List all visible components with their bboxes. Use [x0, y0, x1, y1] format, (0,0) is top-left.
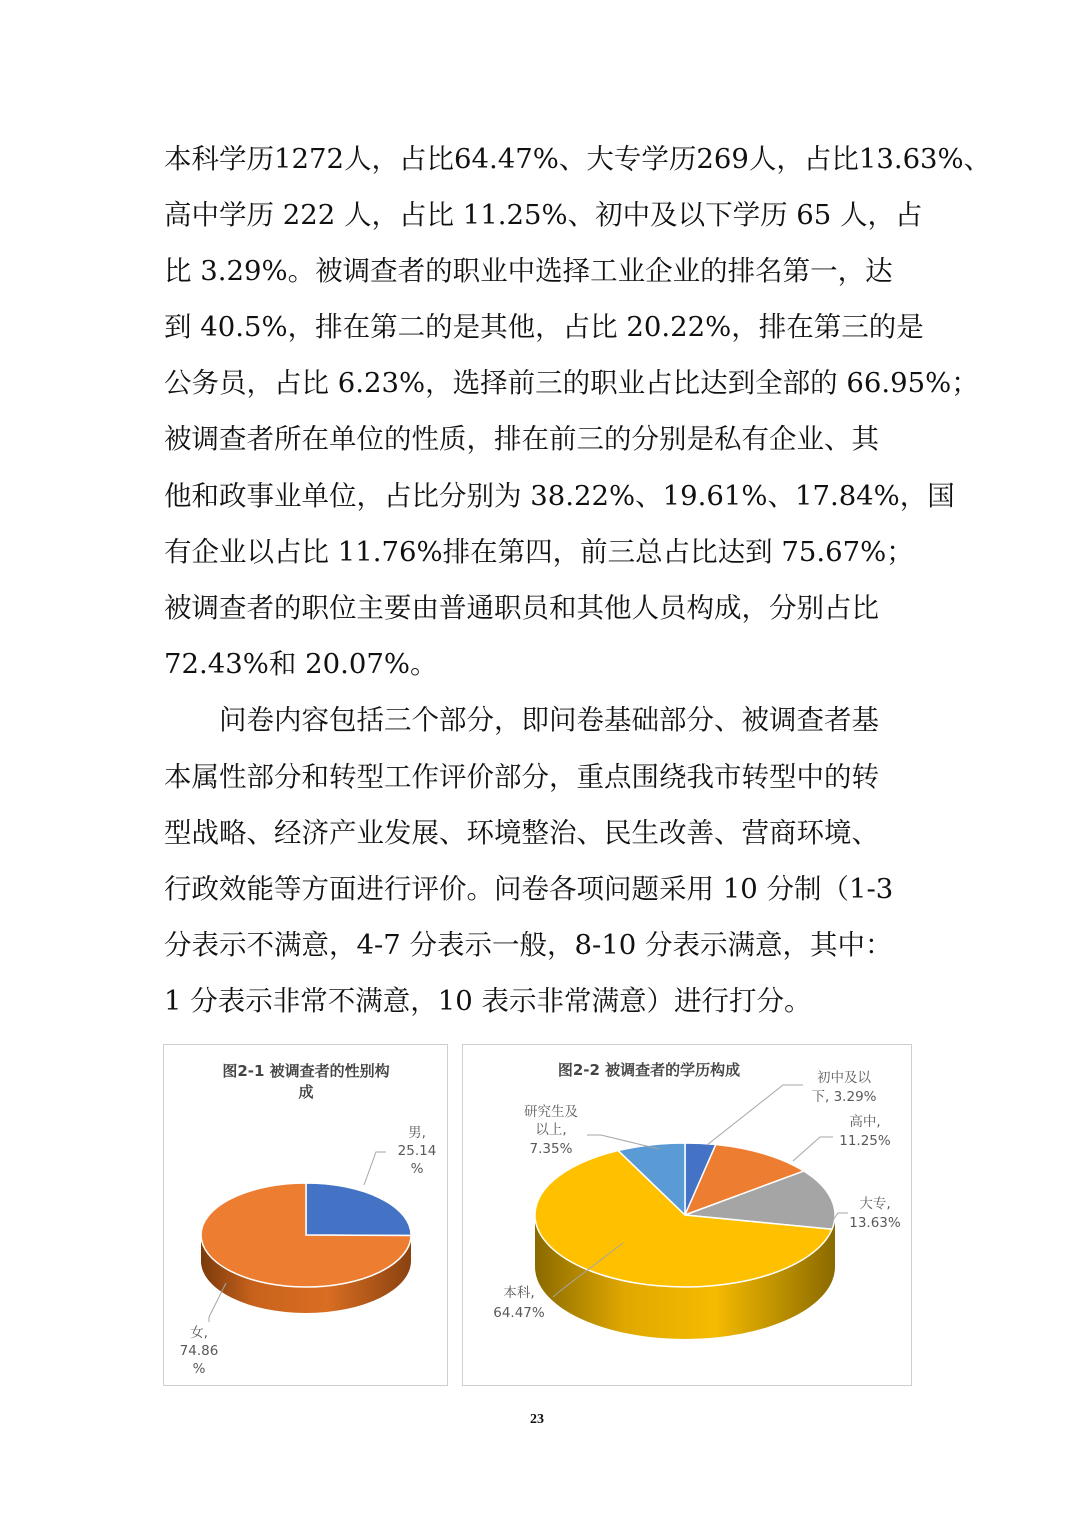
male-label-line1: 男, — [408, 1125, 426, 1141]
body-text-line: 被调查者的职位主要由普通职员和其他人员构成，分别占比 — [164, 592, 879, 624]
junior-leader-line — [707, 1085, 803, 1145]
body-text-line: 问卷内容包括三个部分，即问卷基础部分、被调查者基 — [164, 704, 879, 736]
chart-title: 图2-2 被调查者的学历构成 — [557, 1061, 741, 1079]
bachelor-label-line2: 64.47% — [493, 1305, 545, 1321]
male-label-value: 25.14 — [397, 1143, 437, 1159]
senior-leader-line — [793, 1137, 833, 1161]
body-text-line: 他和政事业单位，占比分别为 38.22%、19.61%、17.84%，国 — [164, 480, 955, 512]
page-number: 23 — [530, 1412, 544, 1427]
female-label-pct: % — [192, 1361, 206, 1377]
body-text-line: 型战略、经济产业发展、环境整治、民生改善、营商环境、 — [164, 817, 879, 849]
bachelor-label-line1: 本科, — [503, 1285, 535, 1301]
female-label-line1: 女, — [190, 1325, 208, 1341]
senior-label-line1: 高中, — [849, 1114, 881, 1130]
body-text-line: 本科学历1272人，占比64.47%、大专学历269人，占比13.63%、 — [164, 143, 992, 175]
chart-title-line2: 成 — [298, 1083, 314, 1101]
college-label-line2: 13.63% — [849, 1215, 901, 1231]
male-leader-line — [364, 1152, 386, 1185]
senior-label-line2: 11.25% — [839, 1133, 891, 1149]
junior-label-line2: 下, 3.29% — [811, 1089, 877, 1105]
postgrad-label-value: 7.35% — [529, 1141, 573, 1157]
female-label-value: 74.86 — [179, 1343, 219, 1359]
body-text-line: 1 分表示非常不满意，10 表示非常满意）进行打分。 — [164, 985, 812, 1017]
body-text-line: 本属性部分和转型工作评价部分，重点围绕我市转型中的转 — [164, 761, 879, 793]
education-pie-chart — [462, 1044, 912, 1386]
chart-title-line1: 图2-1 被调查者的性别构 — [222, 1062, 390, 1080]
junior-label-line1: 初中及以 — [817, 1070, 871, 1086]
postgrad-label-line2: 以上, — [535, 1122, 567, 1138]
body-text-line: 行政效能等方面进行评价。问卷各项问题采用 10 分制（1-3 — [164, 873, 894, 905]
male-label-pct: % — [410, 1161, 424, 1177]
body-text-line: 72.43%和 20.07%。 — [164, 648, 438, 680]
pie-slice — [306, 1183, 411, 1235]
body-text-line: 高中学历 222 人，占比 11.25%、初中及以下学历 65 人，占 — [164, 199, 923, 231]
postgrad-leader-line — [587, 1135, 659, 1149]
body-text-line: 有企业以占比 11.76%排在第四，前三总占比达到 75.67%； — [164, 536, 914, 568]
body-text-line: 分表示不满意，4-7 分表示一般，8-10 分表示满意，其中： — [164, 929, 893, 961]
body-text-line: 比 3.29%。被调查者的职业中选择工业企业的排名第一，达 — [164, 255, 893, 287]
college-label-line1: 大专, — [859, 1196, 891, 1212]
postgrad-label-line1: 研究生及 — [524, 1104, 578, 1120]
gender-pie-chart — [163, 1044, 448, 1386]
body-text-line: 被调查者所在单位的性质，排在前三的分别是私有企业、其 — [164, 423, 879, 455]
body-text-line: 到 40.5%，排在第二的是其他，占比 20.22%，排在第三的是 — [164, 311, 924, 343]
body-text-line: 公务员，占比 6.23%，选择前三的职业占比达到全部的 66.95%； — [164, 367, 979, 399]
